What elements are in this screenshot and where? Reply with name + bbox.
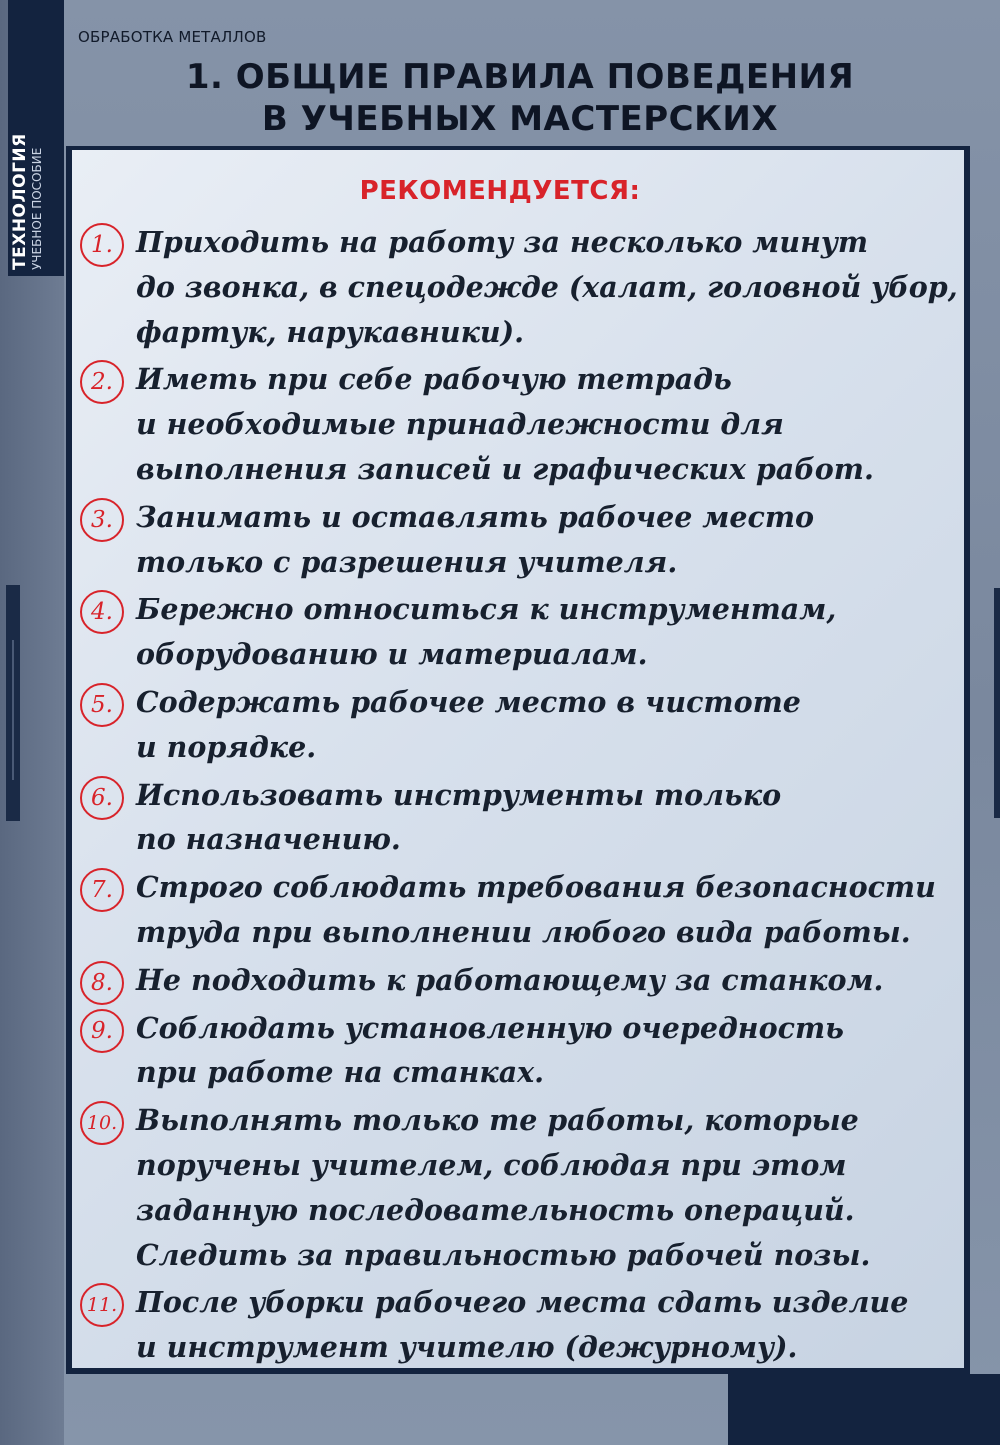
rules-list: [78, 220, 958, 1373]
rule-number-badge: 7.: [80, 868, 124, 912]
subject-label: ОБРАБОТКА МЕТАЛЛОВ: [78, 28, 267, 46]
rule-text: Использовать инструменты только по назначению.: [136, 777, 782, 857]
rule-item: [78, 587, 958, 677]
rule-item: [78, 357, 958, 491]
rule-number-badge: 4.: [80, 590, 124, 634]
rule-text: Выполнять только те работы, которые поручены учителем, соблюдая при этом заданную последовательность операций. Следить за правильностью рабочей позы.: [136, 1103, 871, 1272]
rule-number-badge: 8.: [80, 961, 124, 1005]
rule-item: [78, 1098, 958, 1277]
spine-series-subtitle: УЧЕБНОЕ ПОСОБИЕ: [30, 147, 44, 270]
rule-number-badge: 6.: [80, 776, 124, 820]
rule-item: [78, 1280, 958, 1370]
rule-text: Соблюдать установленную очередность при работе на станках.: [136, 1010, 844, 1090]
rule-text: Занимать и оставлять рабочее место только с разрешения учителя.: [136, 499, 815, 579]
rule-item: [78, 773, 958, 863]
rule-text: Иметь при себе рабочую тетрадь и необходимые принадлежности для выполнения записей и графических работ.: [136, 362, 874, 486]
rule-text: Бережно относиться к инструментам, оборудованию и материалам.: [136, 592, 837, 672]
spine-bar-line: [12, 640, 14, 780]
rule-item: [78, 958, 958, 1003]
rule-item: [78, 220, 958, 354]
rule-item: [78, 495, 958, 585]
rule-item: [78, 1006, 958, 1096]
section-heading: РЕКОМЕНДУЕТСЯ:: [359, 176, 641, 206]
rule-number-badge: 11.: [80, 1283, 124, 1327]
corner-bar: [728, 1374, 1000, 1445]
right-edge-bar: [994, 588, 1000, 818]
page-title: 1. ОБЩИЕ ПРАВИЛА ПОВЕДЕНИЯ В УЧЕБНЫХ МАСТЕРСКИХ: [185, 57, 855, 139]
rule-number-badge: 1.: [80, 223, 124, 267]
rule-text: После уборки рабочего места сдать изделие и инструмент учителю (дежурному).: [136, 1285, 909, 1365]
rule-text: Не подходить к работающему за станком.: [136, 962, 884, 997]
rule-number-badge: 3.: [80, 498, 124, 542]
rule-number-badge: 2.: [80, 360, 124, 404]
rule-item: [78, 680, 958, 770]
rule-number-badge: 10.: [80, 1101, 124, 1145]
rule-number-badge: 9.: [80, 1009, 124, 1053]
rule-text: Приходить на работу за несколько минут до звонка, в спецодежде (халат, головной убор, фартук, нарукавники).: [136, 225, 958, 349]
rule-number-badge: 5.: [80, 683, 124, 727]
rule-text: Строго соблюдать требования безопасности труда при выполнении любого вида работы.: [136, 870, 936, 949]
rule-item: [78, 865, 958, 955]
rule-text: Содержать рабочее место в чистоте и порядке.: [136, 684, 801, 764]
spine-series-title: ТЕХНОЛОГИЯ: [10, 133, 30, 270]
